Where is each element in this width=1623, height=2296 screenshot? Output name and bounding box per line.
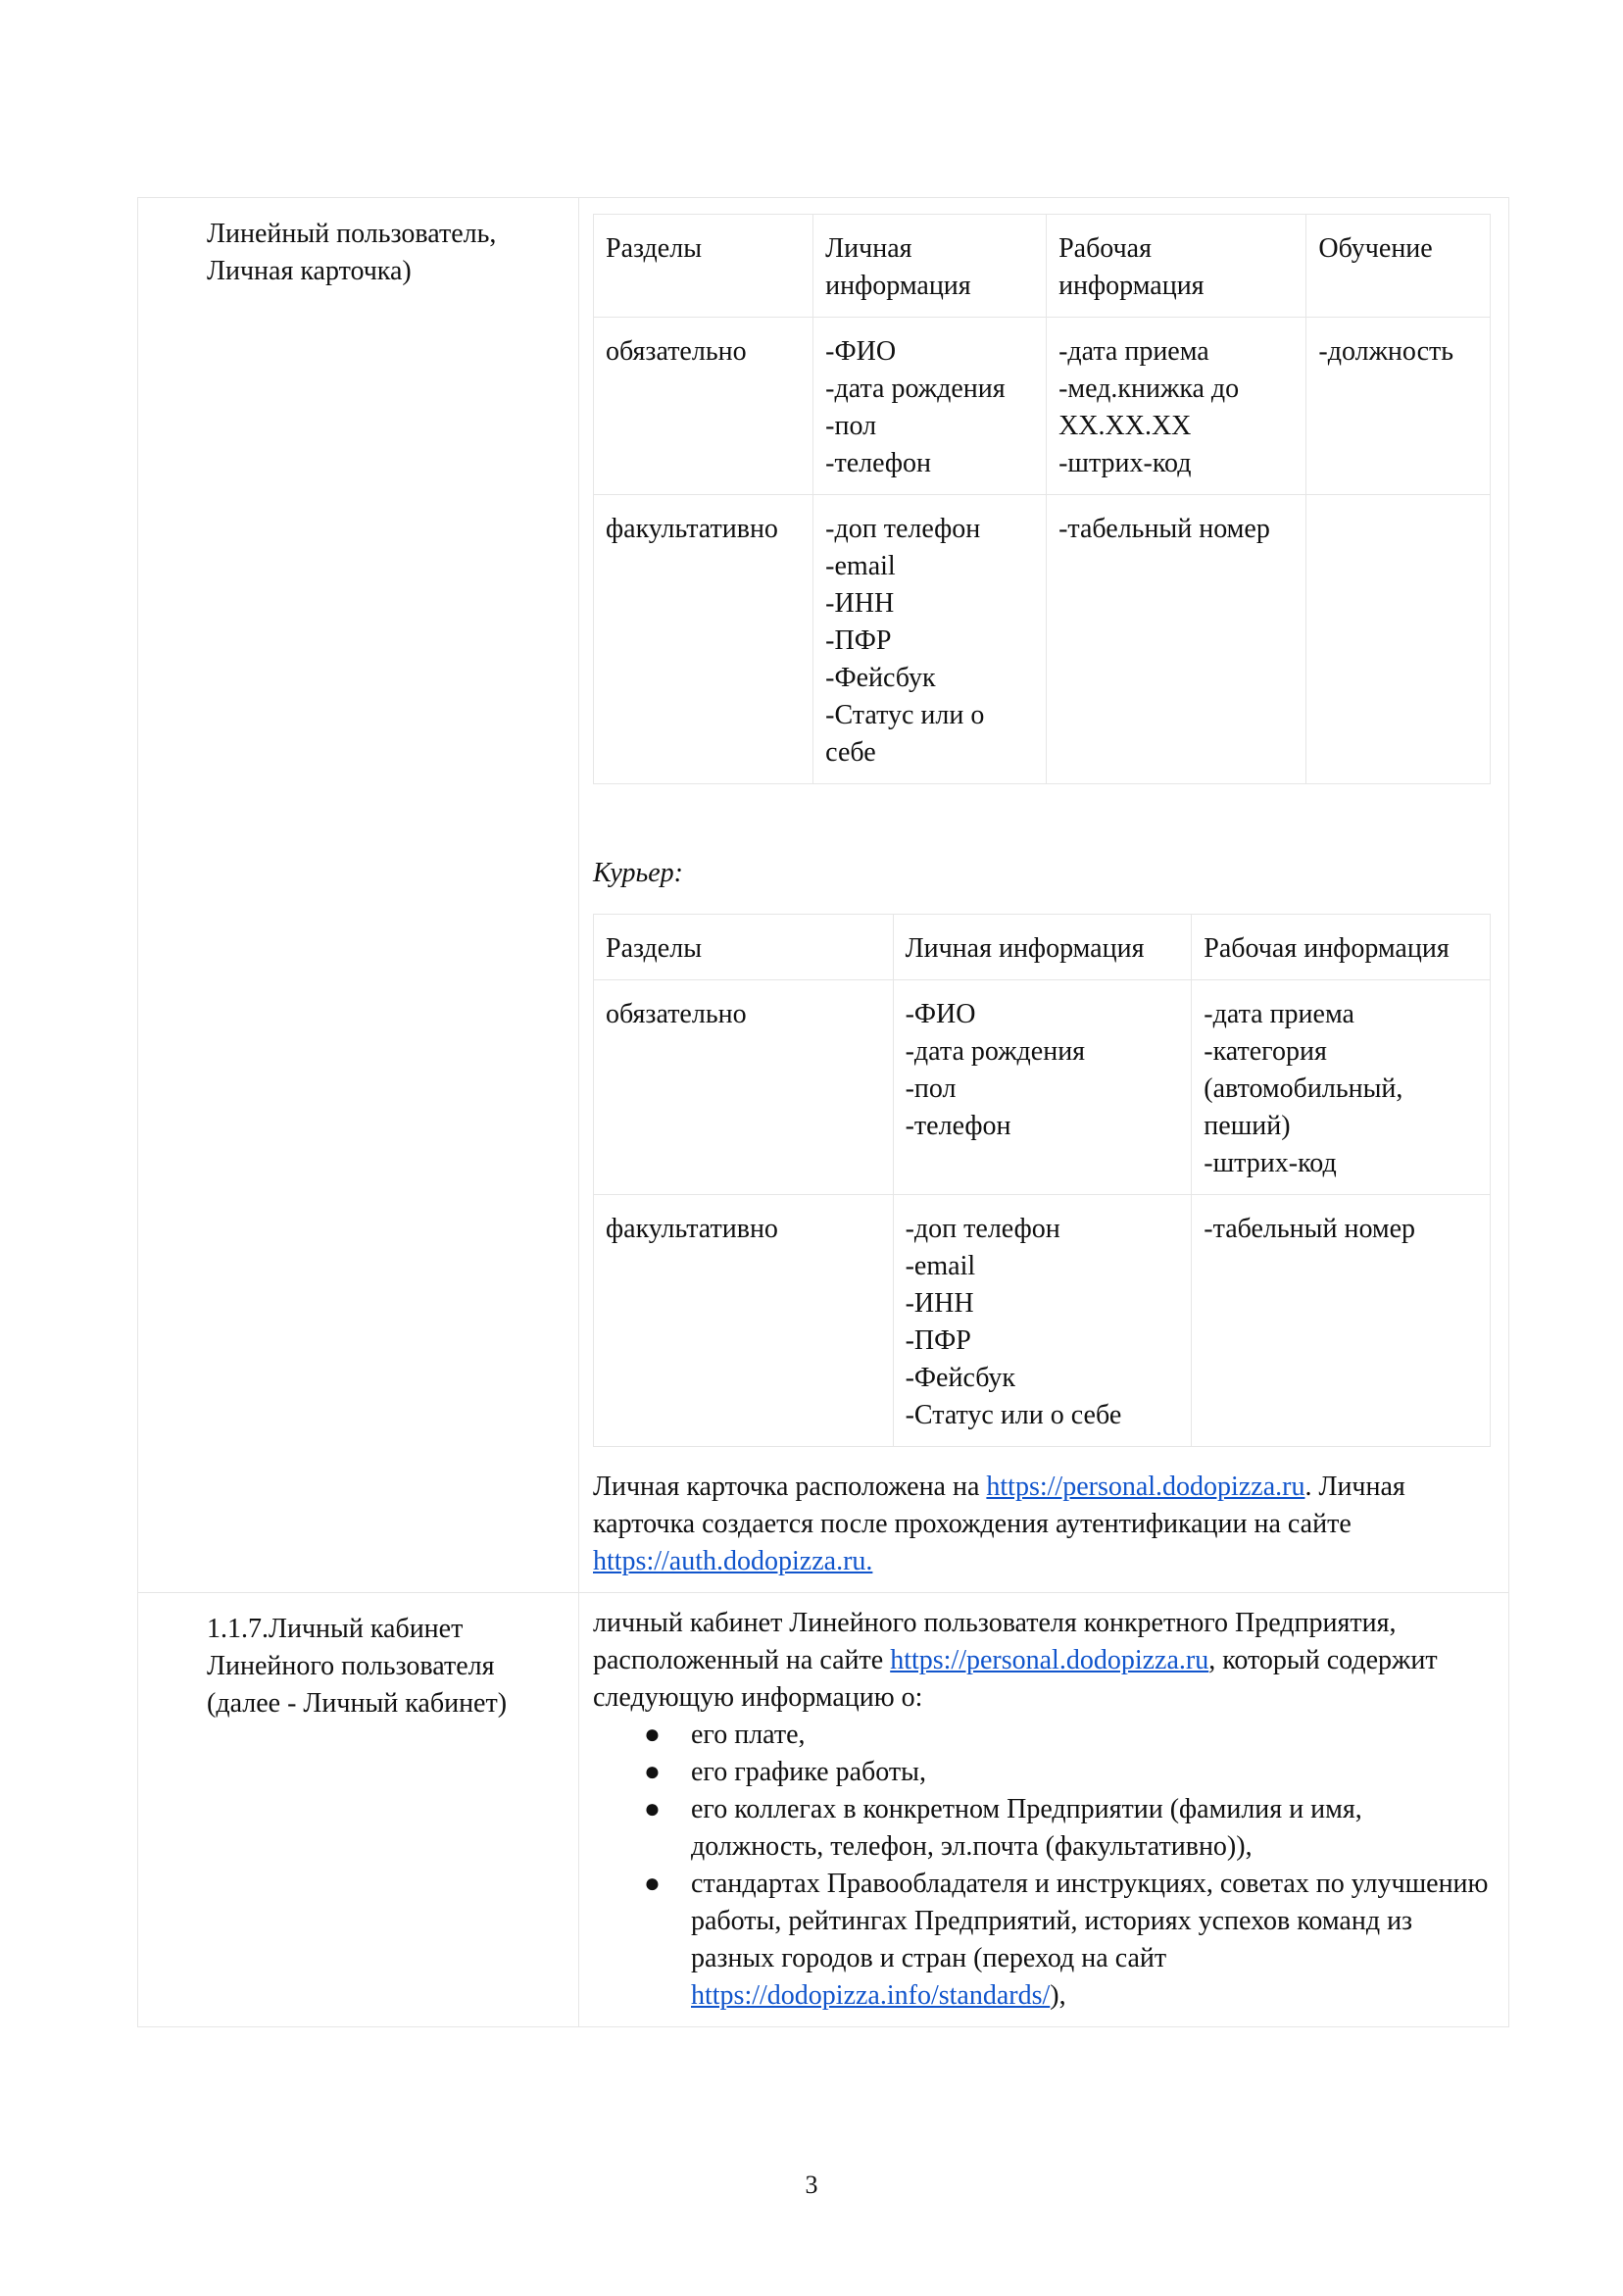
table-cell: -табельный номер xyxy=(1047,495,1306,784)
intro-text: , который содержит следующую информацию о: xyxy=(593,1645,1438,1713)
table-header-row xyxy=(594,915,1491,980)
info-list xyxy=(593,1717,1491,2015)
table-row xyxy=(594,1195,1491,1447)
left-cell xyxy=(138,1593,579,2027)
page-number: 3 xyxy=(805,2171,818,2199)
table-header-cell: Разделы xyxy=(594,215,813,318)
fields-table-courier xyxy=(593,914,1491,1447)
intro-paragraph xyxy=(593,1605,1491,1717)
table-header-cell: Обучение xyxy=(1306,215,1491,318)
table-header-cell: Рабочая информация xyxy=(1047,215,1306,318)
auth-link[interactable]: https://auth.dodopizza.ru. xyxy=(593,1546,873,1576)
table-cell xyxy=(1306,495,1491,784)
row-label: факультативно xyxy=(594,1195,894,1447)
table-row xyxy=(594,318,1491,495)
table-cell: -дата приема -категория (автомобильный, пеший) -штрих-код xyxy=(1192,980,1491,1195)
list-item: ● стандартах Правообладателя и инструкциях, советах по улучшению работы, рейтингах Предприятий, историях успехов команд из разных городов и стран (переход на сайт https://dodopizza.info/standards/), xyxy=(593,1866,1491,2015)
table-cell: -дата приема -мед.книжка до XX.XX.XX -штрих-код xyxy=(1047,318,1306,495)
table-cell: -должность xyxy=(1306,318,1491,495)
bullet-icon: ● xyxy=(644,1794,661,1824)
bullet-icon: ● xyxy=(644,1869,661,1899)
right-cell xyxy=(579,1593,1509,2027)
bullet-icon: ● xyxy=(644,1757,661,1787)
table-header-cell: Личная информация xyxy=(893,915,1192,980)
right-cell xyxy=(579,198,1509,1593)
table-row xyxy=(138,1593,1509,2027)
table-cell: -ФИО -дата рождения -пол -телефон xyxy=(813,318,1047,495)
table-header-cell: Личная информация xyxy=(813,215,1047,318)
row-title: 1.1.7.Личный кабинет Линейного пользователя (далее - Личный кабинет) xyxy=(207,1614,508,1719)
note-text: . Личная карточка создается после прохождения аутентификации на сайте xyxy=(593,1472,1405,1539)
bullet-icon: ● xyxy=(644,1720,661,1750)
list-item: ● его графике работы, xyxy=(593,1754,1491,1791)
note-text: Личная карточка расположена на xyxy=(593,1472,987,1502)
row-label: обязательно xyxy=(594,318,813,495)
table-row xyxy=(138,198,1509,1593)
table-header-row xyxy=(594,215,1491,318)
note-paragraph xyxy=(593,1469,1491,1580)
table-row xyxy=(594,495,1491,784)
row-label: обязательно xyxy=(594,980,894,1195)
courier-label: Курьер: xyxy=(593,858,683,888)
main-table xyxy=(137,197,1509,2027)
table-cell: -табельный номер xyxy=(1192,1195,1491,1447)
fields-table-linear-user xyxy=(593,214,1491,784)
standards-link[interactable]: https://dodopizza.info/standards/ xyxy=(691,1980,1051,2011)
row-label: факультативно xyxy=(594,495,813,784)
table-header-cell: Разделы xyxy=(594,915,894,980)
left-cell xyxy=(138,198,579,1593)
personal-link[interactable]: https://personal.dodopizza.ru xyxy=(890,1645,1209,1675)
personal-link[interactable]: https://personal.dodopizza.ru xyxy=(986,1472,1305,1502)
table-cell: -ФИО -дата рождения -пол -телефон xyxy=(893,980,1192,1195)
table-header-cell: Рабочая информация xyxy=(1192,915,1491,980)
table-cell: -доп телефон -email -ИНН -ПФР -Фейсбук -Статус или о себе xyxy=(813,495,1047,784)
row-title: Линейный пользователь, Личная карточка) xyxy=(207,219,497,286)
list-item: ● его коллегах в конкретном Предприятии (фамилия и имя, должность, телефон, эл.почта (факультативно)), xyxy=(593,1791,1491,1866)
intro-text: личный кабинет Линейного пользователя конкретного Предприятия, расположенный на сайте xyxy=(593,1608,1397,1675)
table-cell: -доп телефон -email -ИНН -ПФР -Фейсбук -Статус или о себе xyxy=(893,1195,1192,1447)
table-row xyxy=(594,980,1491,1195)
list-item: ● его плате, xyxy=(593,1717,1491,1754)
